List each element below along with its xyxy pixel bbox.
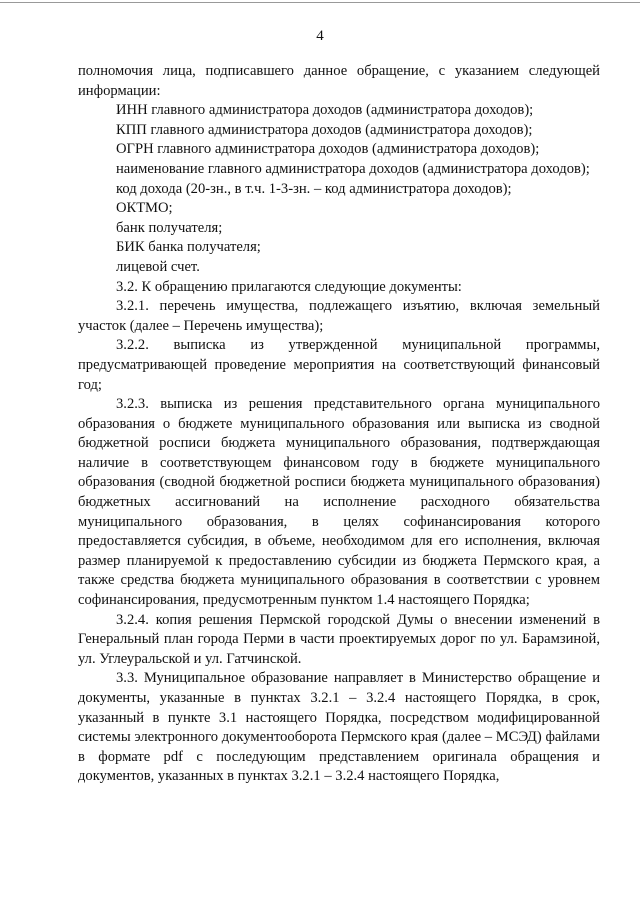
paragraph-3-2-4: 3.2.4. копия решения Пермской городской Думы о внесении изменений в Генеральный план города Перми в части проектируемых дорог по ул. Барамзиной, ул. Углеуральской и ул. Гатчинской. bbox=[78, 611, 600, 667]
document-body bbox=[78, 62, 600, 787]
list-item: ОГРН главного администратора доходов (администратора доходов); bbox=[116, 141, 540, 158]
paragraph-3-2-1: 3.2.1. перечень имущества, подлежащего изъятию, включая земельный участок (далее – Перечень имущества); bbox=[78, 298, 600, 334]
list-item: БИК банка получателя; bbox=[116, 239, 261, 256]
paragraph: полномочия лица, подписавшего данное обращение, с указанием следующей информации: bbox=[78, 63, 600, 99]
paragraph-3-2-3: 3.2.3. выписка из решения представительного органа муниципального образования о бюджете муниципального образования или выписка из сводной бюджетной росписи бюджета муниципального образования, подтверждающая наличие в соответствующем финансовом году в бюджете муниципального образования (сводной бюджетной росписи бюджета муниципального образования) бюджетных ассигнований на исполнение расходного обязательства муниципального образования, в целях софинансирования которого предоставляется субсидия, в объеме, необходимом для его исполнения, включая размер планируемой к предоставлению субсидии из бюджета Пермского края, а также средства бюджета муниципального образования в соответствии с уровнем софинансирования, предусмотренным пунктом 1.4 настоящего Порядка; bbox=[78, 396, 600, 609]
list-item: ИНН главного администратора доходов (администратора доходов); bbox=[116, 102, 534, 119]
section-heading-3-2: 3.2. К обращению прилагаются следующие документы: bbox=[116, 278, 462, 295]
list-item: наименование главного администратора доходов (администратора доходов); bbox=[116, 160, 590, 177]
page-top-border bbox=[0, 2, 640, 3]
list-item: лицевой счет. bbox=[116, 258, 200, 275]
paragraph-3-2-2: 3.2.2. выписка из утвержденной муниципальной программы, предусматривающей проведение мероприятия на соответствующий финансовый год; bbox=[78, 337, 600, 393]
page-number: 4 bbox=[316, 28, 324, 44]
list-item: КПП главного администратора доходов (администратора доходов); bbox=[116, 121, 533, 138]
list-item: банк получателя; bbox=[116, 219, 223, 236]
list-item: код дохода (20-зн., в т.ч. 1-3-зн. – код администратора доходов); bbox=[116, 180, 512, 197]
list-item: ОКТМО; bbox=[116, 200, 173, 217]
paragraph-3-3: 3.3. Муниципальное образование направляет в Министерство обращение и документы, указанные в пунктах 3.2.1 – 3.2.4 настоящего Порядка, в срок, указанный в пункте 3.1 настоящего Порядка, посредством модифицированной системы электронного документооборота Пермского края (далее – МСЭД) файлами в формате pdf с последующим представлением оригинала обращения и документов, указанных в пунктах 3.2.1 – 3.2.4 настоящего Порядка, bbox=[78, 670, 600, 785]
